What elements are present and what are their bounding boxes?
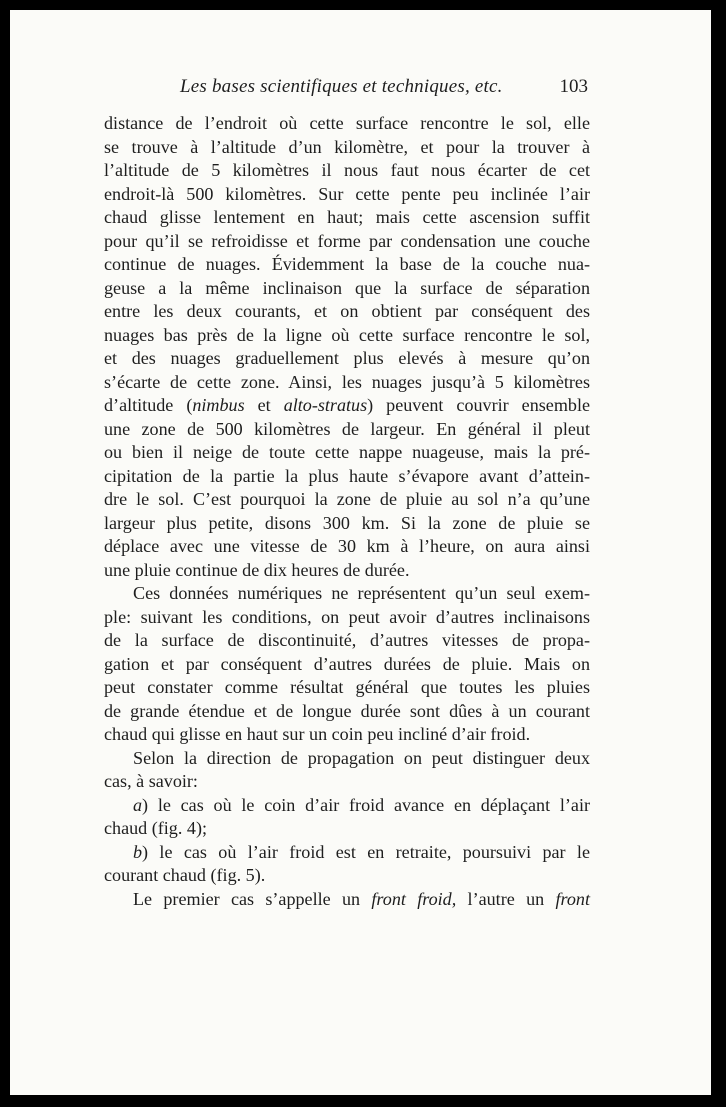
- text-line: [104, 465, 590, 489]
- paragraph: [104, 794, 590, 841]
- text-run: peut constater comme résultat général que toutes les pluies: [104, 677, 590, 697]
- text-line: [104, 206, 590, 230]
- text-run: s’écarte de cette zone. Ainsi, les nuages jusqu’à 5 kilomètres: [104, 371, 590, 392]
- text-line: [104, 418, 590, 442]
- text-line: [104, 253, 590, 277]
- text-run: pour qu’il se refroidisse et forme par condensation une couche: [104, 230, 590, 251]
- text-line: [104, 770, 590, 794]
- text-line: [104, 864, 590, 888]
- text-run: geuse a la même inclinaison que la surface de séparation: [104, 277, 590, 298]
- text-run: de grande étendue et de longue durée sont dûes à un courant: [104, 700, 590, 721]
- text-line: [104, 794, 590, 818]
- text-run: endroit-là 500 kilomètres. Sur cette pente peu inclinée l’air: [104, 183, 590, 204]
- page-header: [180, 76, 588, 106]
- italic-text: a: [133, 794, 143, 815]
- text-line: [104, 817, 590, 841]
- text-line: [104, 112, 590, 136]
- text-run: gation et par conséquent d’autres durées de pluie. Mais on: [104, 653, 590, 674]
- text-run: et: [244, 395, 284, 415]
- text-line: [104, 159, 590, 183]
- italic-text: alto-stratus: [283, 395, 368, 415]
- text-run: d’altitude (: [104, 395, 193, 415]
- paragraph: [104, 747, 590, 794]
- text-run: largeur plus petite, disons 300 km. Si la zone de pluie se: [104, 512, 590, 533]
- italic-text: nimbus: [192, 395, 245, 415]
- text-line: [104, 653, 590, 677]
- text-run: se trouve à l’altitude d’un kilomètre, et pour la trouver à: [104, 136, 590, 157]
- text-run: ) le cas où le coin d’air froid avance en déplaçant l’air: [142, 794, 590, 815]
- text-line: [104, 535, 590, 559]
- text-run: Selon la direction de propagation on peut distinguer deux: [133, 747, 590, 768]
- text-run: Ces données numériques ne représentent qu’un seul exem-: [133, 583, 590, 603]
- text-line: [104, 629, 590, 653]
- text-run: déplace avec une vitesse de 30 km à l’heure, on aura ainsi: [104, 536, 590, 556]
- italic-text: front froid,: [371, 888, 457, 909]
- text-run: ou bien il neige de toute cette nappe nuageuse, mais la pré-: [104, 442, 590, 462]
- text-line: [104, 394, 590, 418]
- text-run: continue de nuages. Évidemment la base de la couche nua-: [104, 254, 590, 274]
- book-page: [10, 10, 711, 1095]
- running-title: Les bases scientifiques et techniques, etc.: [180, 76, 503, 97]
- text-run: distance de l’endroit où cette surface rencontre le sol, elle: [104, 113, 590, 133]
- text-run: courant chaud (fig. 5).: [104, 865, 266, 885]
- text-line: [104, 582, 590, 606]
- text-run: de la surface de discontinuité, d’autres vitesses de propa-: [104, 630, 590, 650]
- text-line: [104, 841, 590, 865]
- text-run: nuages bas près de la ligne où cette surface rencontre le sol,: [104, 324, 590, 345]
- text-line: [104, 512, 590, 536]
- text-line: [104, 347, 590, 371]
- paragraph: [104, 841, 590, 888]
- text-line: [104, 676, 590, 700]
- text-line: [104, 230, 590, 254]
- text-run: une zone de 500 kilomètres de largeur. En général il pleut: [104, 418, 590, 439]
- text-line: [104, 300, 590, 324]
- page-number: 103: [559, 76, 588, 97]
- text-line: [104, 136, 590, 160]
- paragraph: [104, 582, 590, 747]
- text-line: [104, 700, 590, 724]
- text-run: entre les deux courants, et on obtient par conséquent des: [104, 301, 590, 321]
- text-line: [104, 488, 590, 512]
- text-run: Le premier cas s’appelle un: [133, 888, 372, 909]
- text-line: [104, 324, 590, 348]
- paragraph: [104, 888, 590, 912]
- text-run: ple: suivant les conditions, on peut avoir d’autres inclinaisons: [104, 606, 590, 627]
- text-line: [104, 606, 590, 630]
- text-line: [104, 888, 590, 912]
- text-run: dre le sol. C’est pourquoi la zone de pluie au sol n’a qu’une: [104, 489, 590, 509]
- text-line: [104, 183, 590, 207]
- text-run: chaud qui glisse en haut sur un coin peu incliné d’air froid.: [104, 724, 531, 744]
- text-run: cipitation de la partie la plus haute s’évapore avant d’attein-: [104, 465, 590, 486]
- text-line: [104, 747, 590, 771]
- italic-text: front: [555, 888, 590, 909]
- text-run: l’autre un: [456, 888, 556, 909]
- text-run: chaud glisse lentement en haut; mais cette ascension suffit: [104, 207, 590, 227]
- paragraph: [104, 112, 590, 582]
- text-line: [104, 277, 590, 301]
- text-run: ) peuvent couvrir ensemble: [367, 395, 590, 415]
- italic-text: b: [133, 841, 143, 862]
- text-run: une pluie continue de dix heures de durée.: [104, 559, 410, 580]
- body-text: [104, 112, 590, 911]
- text-run: l’altitude de 5 kilomètres il nous faut nous écarter de cet: [104, 160, 590, 180]
- text-run: chaud (fig. 4);: [104, 818, 207, 838]
- text-run: cas, à savoir:: [104, 771, 198, 791]
- text-run: ) le cas où l’air froid est en retraite, poursuivi par le: [142, 841, 590, 862]
- text-line: [104, 723, 590, 747]
- text-line: [104, 559, 590, 583]
- text-run: et des nuages graduellement plus elevés à mesure qu’on: [104, 348, 590, 368]
- text-line: [104, 441, 590, 465]
- text-line: [104, 371, 590, 395]
